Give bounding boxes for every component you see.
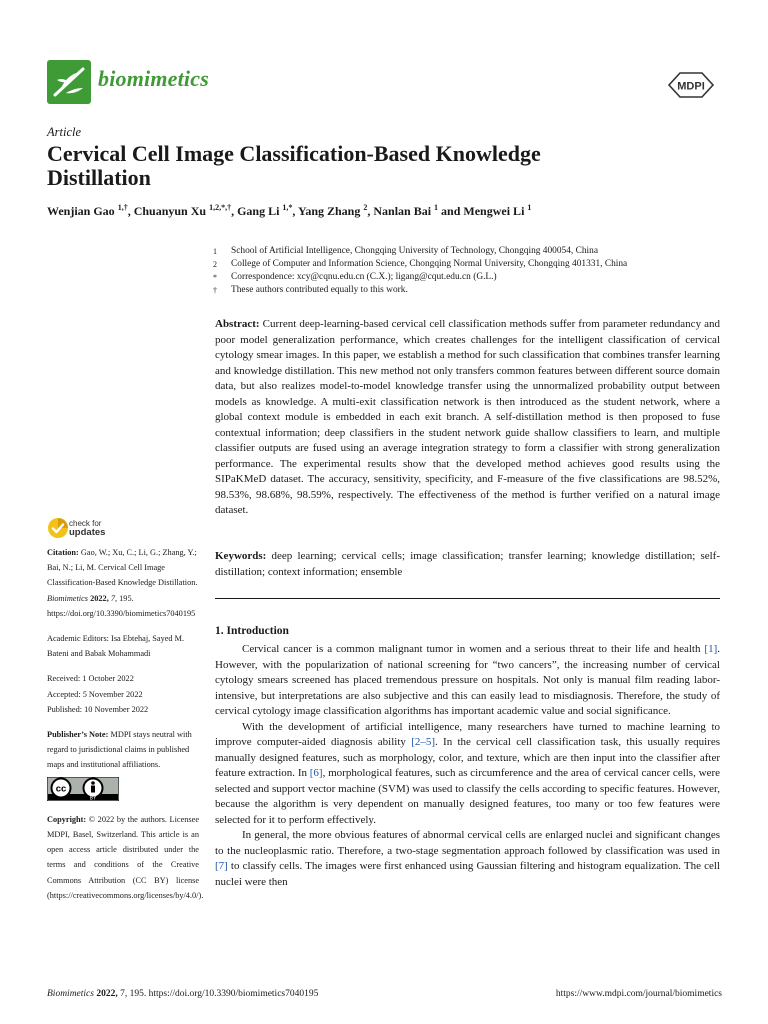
author-affiliation-mark: 1 — [527, 203, 532, 212]
paragraph-text: . In the cervical cell classification task, this usually requires manually designed features, such as morphology, color, and texture, which are then input into the classifier after feature extraction. In — [215, 736, 721, 779]
check-for-updates-badge[interactable] — [47, 517, 127, 543]
footer-journal-url[interactable]: https://www.mdpi.com/journal/biomimetics — [555, 989, 722, 999]
journal-name: biomimetics — [98, 66, 209, 91]
abstract-label: Abstract: — [215, 318, 260, 330]
section-title: Introduction — [226, 625, 289, 637]
body-text — [215, 642, 720, 890]
sidebar — [47, 545, 204, 903]
copyright-label: Copyright: — [47, 814, 87, 824]
mdpi-logo — [666, 70, 716, 100]
affiliation-mark: † — [213, 286, 217, 295]
keywords-label: Keywords: — [215, 550, 267, 562]
citation-label: Citation: — [47, 548, 79, 557]
author-affiliation-mark: 1 — [434, 203, 439, 212]
citation-link[interactable]: [7] — [215, 860, 228, 872]
footer-citation — [47, 989, 318, 999]
affiliations — [213, 245, 733, 297]
affiliation-item — [213, 245, 733, 258]
affiliation-text: These authors contributed equally to this work. — [231, 285, 408, 295]
footer-doi[interactable]: 7, 195. https://doi.org/10.3390/biomimetics7040195 — [120, 989, 319, 999]
author-name[interactable]: Nanlan Bai — [373, 204, 432, 218]
biomimetics-logo-icon — [47, 60, 91, 104]
mdpi-logo-text: MDPI — [677, 80, 705, 93]
citation-text: Gao, W.; Xu, C.; Li, G.; Zhang, Y.; Bai, N.; Li, M. Cervical Cell Image Classification-Based Knowledge Distillation. — [47, 548, 198, 588]
paragraph-text: Cervical cancer is a common malignant tumor in women and a serious threat to their life and health — [242, 643, 705, 655]
keywords-text: deep learning; cervical cells; image classification; transfer learning; knowledge distillation; self-distillation; context information; ensemble — [215, 550, 720, 578]
affiliation-text: School of Artificial Intelligence, Chongqing University of Technology, Chongqing 400054, China — [231, 246, 598, 256]
abstract-text: Current deep-learning-based cervical cell classification methods suffer from parameter redundancy and poor model generalization performance, which creates challenges for the intelligent classification of cervical cytology smear images. In this paper, we establish a method for such classification that combines transfer learning and knowledge distillation. This new method not only transfers common features between different source domain data, but also realizes model-to-model knowledge transfer using the unnormalized probability output between models as knowledge. A multi-exit classification network is then introduced as the student network, where a global context module is embedded in each exit branch. A self-distillation method is then proposed to fuse contextual information; deep classifiers in the student network guide shallow classifiers to learn, and multiple classifier outputs are fused using an average integration strategy to form a classifier with strong generalization performance. The experimental results show that the developed method achieves good results using the SIPaKMeD dataset. The accuracy, sensitivity, specificity, and F-measure of the five classifications are 98.52%, 98.53%, 98.68%, 98.59%, respectively. The effectiveness of the method is further verified on a natural image dataset. — [215, 318, 721, 516]
correspondence-text[interactable]: Correspondence: xcy@cqnu.edu.cn (C.X.); ligang@cqut.edu.cn (G.L.) — [231, 272, 497, 282]
author-name[interactable]: Mengwei Li — [463, 204, 525, 218]
footer-journal: Biomimetics — [47, 989, 94, 999]
citation-journal: Biomimetics — [47, 593, 89, 603]
paragraph-text: In general, the more obvious features of abnormal cervical cells are enlarged nuclei and significant changes to the nucleoplasmic ratio. Therefore, a two-stage segmentation approach followed by classification was used in — [215, 829, 720, 857]
author-name[interactable]: Chuanyun Xu — [133, 204, 207, 218]
copyright — [47, 812, 204, 903]
keywords — [215, 549, 720, 580]
section-heading — [215, 625, 289, 637]
copyright-text: © 2022 by the authors. Licensee MDPI, Basel, Switzerland. This article is an open access article distributed under the terms and conditions of the Creative Commons Attribution (CC BY) license (https://creativecommons.org/licenses/by/4.0/). — [47, 814, 204, 900]
article-title: Cervical Cell Image Classification-Based Knowledge Distillation — [47, 141, 541, 190]
body-paragraph — [215, 642, 720, 720]
paragraph-text: , morphological features, such as circumference and the area of cervical cancer cells, were selected and support vector machine (SVM) was used to classify the cells according to specific features. However, because the algorithm is very dependent on manually designed features, too many or too few features were selected for it to perform effectively. — [215, 767, 720, 826]
affiliation-item — [213, 258, 733, 271]
citation-link[interactable]: [6] — [309, 767, 323, 779]
author-name[interactable]: Gang Li — [237, 204, 280, 218]
body-paragraph — [215, 720, 720, 829]
academic-editors: Academic Editors: Isa Ebtehaj, Sayed M. Bateni and Babak Mohammadi — [47, 634, 185, 659]
author-affiliation-mark: 1,2,*,† — [209, 203, 232, 212]
author-name[interactable]: Yang Zhang — [297, 204, 361, 218]
publisher-note-text: MDPI stays neutral with regard to jurisdictional claims in published maps and institutional affiliations. — [47, 730, 192, 770]
check-updates-icon — [47, 517, 69, 539]
abstract — [215, 317, 720, 519]
citation-year: 2022, — [90, 593, 109, 603]
publisher-note — [47, 727, 199, 773]
affiliation-mark: 2 — [213, 260, 217, 269]
citation — [47, 545, 199, 621]
author-affiliation-mark: 1,† — [117, 203, 128, 212]
paragraph-text: to classify cells. The images were first enhanced using Gaussian filtering and histogram equalization. The cell nuclei were then — [215, 860, 720, 888]
author-affiliation-mark: 1,* — [282, 203, 293, 212]
check-updates-line2: updates — [69, 527, 106, 538]
section-number: 1. — [215, 625, 224, 637]
citation-link[interactable]: [2–5] — [411, 736, 436, 748]
svg-text:cc: cc — [55, 783, 67, 795]
body-paragraph — [215, 828, 720, 890]
footer-year: 2022, — [96, 989, 118, 999]
received-date: Received: 1 October 2022 — [47, 674, 134, 684]
section-divider — [215, 598, 720, 599]
affiliation-text: College of Computer and Information Science, Chongqing Normal University, Chongqing 401331, China — [231, 259, 628, 269]
affiliation-mark: 1 — [213, 247, 217, 256]
article-type: Article — [47, 125, 82, 139]
affiliation-mark: * — [213, 273, 217, 282]
cc-by-license-icon[interactable] — [47, 777, 119, 801]
affiliation-item — [213, 271, 733, 284]
check-updates-line1: check for — [69, 519, 102, 528]
published-date: Published: 10 November 2022 — [47, 704, 149, 714]
citation-volume: 7, — [110, 593, 118, 603]
affiliation-item — [213, 284, 733, 297]
paragraph-text: . However, with the popularization of national screening for “two cancers”, the increasing number of cervical cytology smears screened has placed tremendous pressure on hospitals. Not only is manual film reading labor-intensive, but interpretations are also subjective and this can easily lead to misdiagnosis. Therefore, the study of cervical cytology image classification algorithms has important academic value and social significance. — [215, 643, 720, 717]
svg-text:BY: BY — [89, 795, 97, 801]
author-affiliation-mark: 2 — [363, 203, 368, 212]
paragraph-text: With the development of artificial intelligence, many researchers have turned to machine learning to improve computer-aided diagnosis ability — [215, 720, 720, 748]
citation-link[interactable]: [1] — [704, 643, 718, 655]
author-name[interactable]: Wenjian Gao — [47, 204, 115, 218]
accepted-date: Accepted: 5 November 2022 — [47, 689, 143, 699]
publisher-note-label: Publisher’s Note: — [47, 730, 109, 740]
author-list: Wenjian Gao $^{1,\dagger}$, Chuanyun Xu $^{1,2,*,\dagger}$, Gang Li $^{1,*}$, Yang Zhang $^2$, Nanlan Bai $^1$ and Mengwei Li $^1$ — [47, 203, 532, 218]
citation-doi[interactable]: 195. https://doi.org/10.3390/biomimetics7040195 — [47, 593, 196, 618]
